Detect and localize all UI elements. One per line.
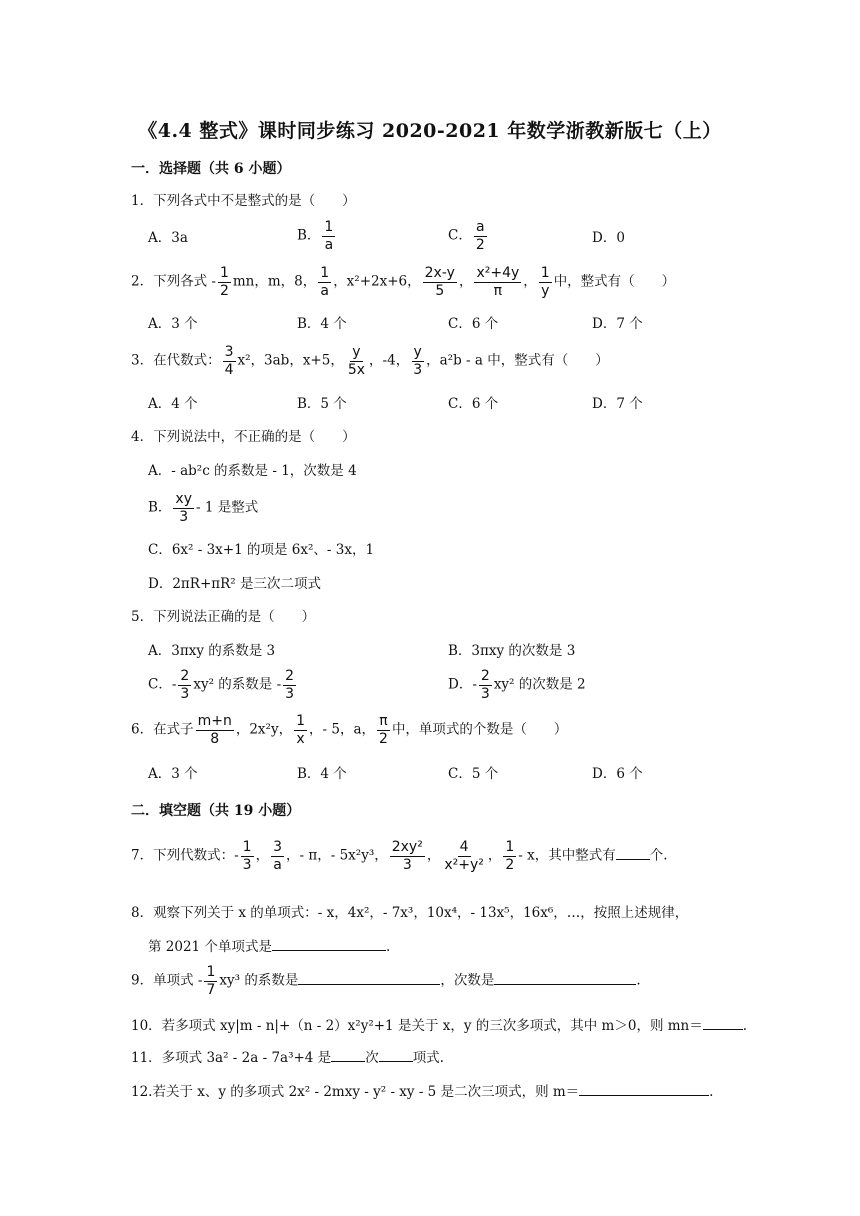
fraction [271,840,284,872]
fraction-numerator: m+n [197,713,232,729]
fraction-denominator: 7 [206,981,216,998]
q6-text: 6．在式子 [131,721,194,738]
fraction-denominator: 3 [179,508,189,525]
fraction-numerator: 1 [505,839,515,855]
fraction-numerator: 1 [206,964,216,980]
q10-text: . [742,1018,748,1034]
question-6-stem [131,714,567,746]
fraction [474,266,521,298]
q7-text: ，- π，- 5x²y³， [286,847,388,864]
question-6-option-b: B．4 个 [297,766,347,782]
fraction-denominator: 2 [379,730,388,747]
question-2-option-c: C．6 个 [448,316,499,332]
question-1-option-c [448,220,489,252]
fraction-denominator: 5 [435,282,445,299]
option-text: xy² 的次数是 2 [493,676,586,693]
question-5-option-b: B．3πxy 的次数是 3 [448,643,576,659]
q6-text: 中，单项式的个数是（ ） [391,721,568,738]
fraction-numerator: a [476,219,485,235]
q7-text: ， [487,847,502,864]
answer-blank[interactable] [272,936,386,951]
fraction [178,669,191,701]
question-10-stem [131,1015,747,1036]
question-4-option-c: C．6x² - 3x+1 的项是 6x²、- 3x，1 [148,542,375,558]
question-3-option-d: D．7 个 [592,396,643,412]
q7-text: 7．下列代数式：- [131,847,239,864]
fraction-numerator: 1 [320,265,330,281]
fraction-numerator: 1 [219,265,229,281]
fraction-denominator: 2 [475,236,485,253]
page-title: 《4.4 整式》课时同步练习 2020-2021 年数学浙教新版七（上） [138,120,722,142]
fraction [346,345,367,377]
fraction-denominator: 8 [210,730,220,747]
fraction [423,266,457,298]
answer-blank[interactable] [579,1081,709,1096]
fraction-numerator: 2 [180,668,190,684]
question-6-option-d: D．6 个 [592,766,643,782]
fraction [503,840,516,872]
fraction-denominator: x²+y² [444,856,484,873]
q11-text: 项式. [412,1050,444,1066]
q2-text: 中，整式有（ ） [553,273,676,290]
fraction-numerator: 1 [540,265,550,281]
fraction-numerator: 4 [459,839,469,855]
fraction-numerator: 1 [296,713,306,729]
question-4-option-d: D．2πR+πR² 是三次二项式 [148,576,322,592]
q7-text: ， [255,847,270,864]
question-1-option-a: A．3a [148,230,188,246]
answer-blank[interactable] [379,1047,413,1062]
answer-blank[interactable] [298,970,440,985]
fraction [241,840,254,872]
question-7-stem [131,840,668,872]
q3-text: ，-4， [369,352,410,369]
fraction [390,840,425,872]
question-3-stem [131,345,609,377]
fraction-denominator: y [541,282,550,299]
question-8-line-2 [148,936,390,957]
fraction-numerator: xy [175,491,192,507]
fraction-numerator: 3 [273,839,282,855]
question-8-line-1: 8．观察下列关于 x 的单项式：- x，4x²，- 7x³，10x⁴，- 13x⁵，16x⁶，…，按照上述规律， [131,905,689,921]
fraction [283,669,296,701]
option-text: - 1 是整式 [196,499,259,516]
fraction-denominator: 3 [413,361,423,378]
fraction-denominator: 2 [219,282,229,299]
option-label: B． [297,227,321,244]
question-5-option-a: A．3πxy 的系数是 3 [148,643,276,659]
q6-text: ，- 5，a， [309,721,376,738]
question-4-option-b [148,492,258,524]
fraction [294,714,307,746]
fraction-numerator: π [379,713,388,729]
q2-text: 2．下列各式 - [131,273,216,290]
fraction-denominator: 3 [402,856,412,873]
fraction-numerator: 2 [480,668,490,684]
option-label: C．- [148,676,177,693]
fraction-denominator: 3 [242,856,252,873]
fraction-numerator: y [352,344,361,360]
fraction-numerator: x²+4y [476,265,520,281]
question-11-stem [131,1047,444,1068]
fraction [173,492,194,524]
question-1-stem: 1．下列各式中不是整式的是（ ） [131,193,356,209]
question-1-option-b [297,220,337,252]
option-label: B． [148,499,172,516]
question-3-option-b: B．5 个 [297,396,347,412]
fraction-denominator: a [324,236,334,253]
question-9-stem [131,965,641,997]
q3-text: ，a²b - a 中，整式有（ ） [426,352,609,369]
fraction-denominator: a [273,856,282,873]
fraction-denominator: 2 [505,856,515,873]
answer-blank[interactable] [703,1015,743,1030]
question-2-stem [131,266,675,298]
question-5-stem: 5．下列说法正确的是（ ） [131,609,316,625]
fraction [223,345,236,377]
fraction-denominator: 3 [180,685,190,702]
q12-text: . [709,1084,714,1100]
section-heading-fill: 二．填空题（共 19 小题） [131,803,301,819]
q9-text: xy³ 的系数是 [219,972,299,989]
question-3-option-c: C．6 个 [448,396,499,412]
q12-text: 12.若关于 x、y 的多项式 2x² - 2mxy - y² - xy - 5 是二次三项式，则 m＝ [131,1084,580,1100]
fraction-denominator: x [296,730,305,747]
question-2-option-a: A．3 个 [148,316,198,332]
option-text: xy² 的系数是 - [193,676,282,693]
fraction-numerator: y [413,344,422,360]
q6-text: ，2x²y， [235,721,293,738]
fraction-numerator: 1 [242,839,252,855]
fraction [204,965,217,997]
question-12-stem [131,1081,713,1102]
fraction [318,266,331,298]
option-label: C． [448,227,472,244]
fraction-numerator: 2xy² [391,839,423,855]
question-6-option-a: A．3 个 [148,766,198,782]
fraction-denominator: 4 [224,361,234,378]
fraction [479,669,492,701]
question-1-option-d: D．0 [592,230,625,246]
q3-text: x²，3ab，x+5， [237,352,344,369]
q9-text: ，次数是 [440,972,495,989]
question-5-option-d [448,669,586,701]
question-6-option-c: C．5 个 [448,766,499,782]
fraction [377,714,390,746]
q11-text: 11．多项式 3a² - 2a - 7a³+4 是 [131,1050,332,1066]
fraction-numerator: 2x-y [424,265,455,281]
q2-text: ，x²+2x+6， [333,273,421,290]
question-4-stem: 4．下列说法中，不正确的是（ ） [131,429,356,445]
q7-text: ， [426,847,441,864]
question-2-option-b: B．4 个 [297,316,347,332]
answer-blank[interactable] [616,845,650,860]
q8-text: . [385,939,391,955]
question-4-option-a: A．- ab²c 的系数是 - 1，次数是 4 [148,463,357,479]
question-2-option-d: D．7 个 [592,316,643,332]
q9-text: . [636,972,641,989]
fraction-denominator: π [493,282,503,299]
q10-text: 10．若多项式 xy|m - n|+（n - 2）x²y²+1 是关于 x，y 的三次多项式，其中 m＞0，则 mn＝ [131,1018,703,1034]
answer-blank[interactable] [331,1047,365,1062]
fraction-numerator: 3 [224,344,234,360]
q7-text: 个. [649,847,668,864]
question-5-option-c [148,669,298,701]
fraction-denominator: a [320,282,330,299]
fraction [411,345,424,377]
q2-text: ， [458,273,473,290]
fraction-denominator: 3 [480,685,490,702]
fraction-numerator: 2 [285,668,295,684]
section-heading-choice: 一．选择题（共 6 小题） [131,161,291,177]
fraction [218,266,231,298]
q2-text: ， [523,273,537,290]
q9-text: 9．单项式 - [131,972,203,989]
q2-text: mn，m，8， [232,273,317,290]
fraction [322,220,335,252]
fraction-numerator: 1 [324,219,334,235]
question-3-option-a: A．4 个 [148,396,198,412]
fraction-denominator: 3 [285,685,295,702]
fraction-denominator: 5x [347,361,366,378]
fraction [196,714,234,746]
q3-text: 3．在代数式： [131,352,221,369]
option-label: D．- [448,676,477,693]
fraction [539,266,552,298]
answer-blank[interactable] [494,970,636,985]
q11-text: 次 [365,1050,379,1066]
fraction [474,220,487,252]
q8-text: 第 2021 个单项式是 [148,939,272,955]
fraction [442,840,486,872]
q7-text: - x，其中整式有 [518,847,616,864]
